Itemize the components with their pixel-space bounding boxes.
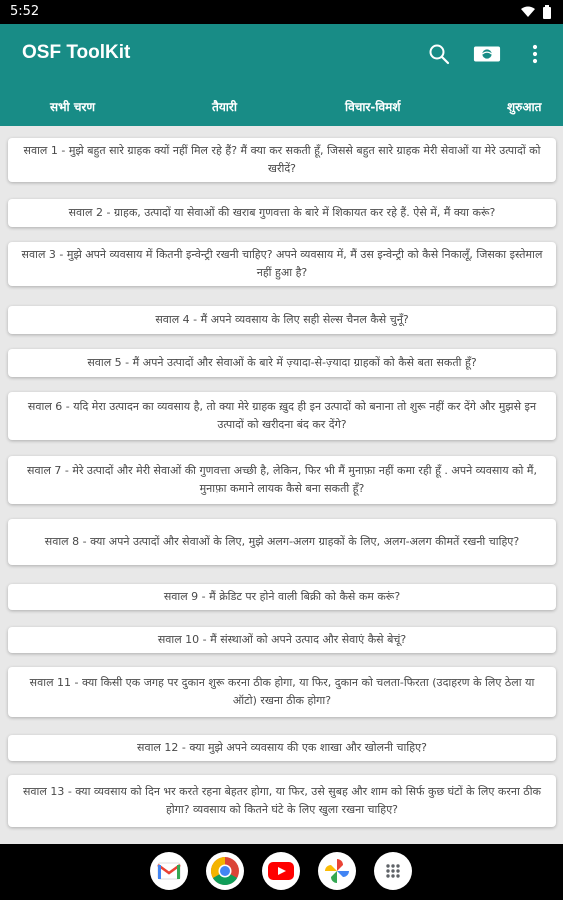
- question-card[interactable]: [8, 349, 556, 377]
- gmail-icon: [157, 862, 181, 880]
- question-card[interactable]: [8, 199, 556, 227]
- search-icon: [428, 43, 450, 65]
- question-card[interactable]: [8, 667, 556, 717]
- question-card[interactable]: [8, 627, 556, 653]
- question-card[interactable]: [8, 775, 556, 827]
- question-text: सवाल 1 - मुझे बहुत सारे ग्राहक क्यों नहीं मिल रहे हैं? मैं क्या कर सकती हूँ, जिससे बहुत सारे ग्राहक मेरी सेवाओं या मेरे उत्पादों को खरीदें?: [23, 144, 541, 175]
- chrome-app[interactable]: [206, 852, 244, 890]
- youtube-icon: [268, 862, 294, 880]
- app-drawer-button[interactable]: [374, 852, 412, 890]
- question-card[interactable]: [8, 456, 556, 504]
- question-text: सवाल 8 - क्या अपने उत्पादों और सेवाओं के लिए, मुझे अलग-अलग ग्राहकों के लिए, अलग-अलग कीमतें रखनी चाहिए?: [44, 535, 520, 548]
- question-card[interactable]: [8, 306, 556, 334]
- question-text: सवाल 9 - मैं क्रेडिट पर होने वाली बिक्री को कैसे कम करूं?: [163, 590, 401, 603]
- question-text: सवाल 12 - क्या मुझे अपने व्यवसाय की एक शाखा और खोलनी चाहिए?: [137, 741, 427, 754]
- tab-all-stages[interactable]: सभी चरण: [50, 100, 96, 114]
- question-text: सवाल 6 - यदि मेरा उत्पादन का व्यवसाय है, तो क्या मेरे ग्राहक ख़ुद ही इन उत्पादों को बनाना तो शुरू नहीं कर देंगे और मुझसे इन उत्पादों को खरीदना बंद कर देंगे?: [27, 400, 537, 431]
- question-card[interactable]: [8, 138, 556, 182]
- question-card[interactable]: [8, 242, 556, 286]
- question-text: सवाल 3 - मुझे अपने व्यवसाय में कितनी इन्वेन्ट्री रखनी चाहिए? अपने व्यवसाय में, मैं उस इन्वेन्ट्री को कैसे निकालूँ, जिसका इस्तेमाल नहीं हुआ है?: [21, 248, 543, 279]
- app-actions: [425, 40, 549, 68]
- navigation-bar: [0, 844, 563, 900]
- wifi-icon: [521, 6, 535, 18]
- translate-icon: [473, 45, 501, 63]
- app-title: OSF ToolKit: [22, 42, 131, 63]
- gmail-app[interactable]: [150, 852, 188, 890]
- photos-app[interactable]: [318, 852, 356, 890]
- search-button[interactable]: [425, 40, 453, 68]
- question-card[interactable]: [8, 392, 556, 440]
- photos-icon: [323, 857, 351, 885]
- app-drawer-icon: [385, 863, 401, 879]
- tab-start[interactable]: शुरुआत: [507, 100, 542, 114]
- question-text: सवाल 2 - ग्राहक, उत्पादों या सेवाओं की खराब गुणवत्ता के बारे में शिकायत कर रहे हैं. ऐसे में, मैं क्या करूं?: [68, 206, 496, 219]
- chrome-icon: [210, 856, 240, 886]
- app-bar: [0, 24, 563, 84]
- translate-button[interactable]: [473, 40, 501, 68]
- question-text: सवाल 5 - मैं अपने उत्पादों और सेवाओं के बारे में ज़्यादा-से-ज़्यादा ग्राहकों को कैसे बता सकती हूँ?: [87, 356, 477, 369]
- question-text: सवाल 11 - क्या किसी एक जगह पर दुकान शुरू करना ठीक होगा, या फिर, दुकान को चलता-फिरता (उदाहरण के लिए ठेला या ऑटो) रखना ठीक होगा?: [29, 676, 535, 707]
- question-text: सवाल 13 - क्या व्यवसाय को दिन भर करते रहना बेहतर होगा, या फिर, उसे सुबह और शाम को सिर्फ कुछ घंटों के लिए करना ठीक होगा? व्यवसाय को कितने घंटे के लिए खुला रखना चाहिए?: [22, 785, 541, 816]
- question-text: सवाल 7 - मेरे उत्पादों और मेरी सेवाओं की गुणवत्ता अच्छी है, लेकिन, फिर भी मैं मुनाफ़ा नहीं कमा रही हूँ . अपने व्यवसाय को मैं, मुनाफ़ा कमाने लायक कैसे बना सकती हूँ?: [27, 464, 537, 495]
- question-text: सवाल 4 - मैं अपने व्यवसाय के लिए सही सेल्स चैनल कैसे चुनूँ?: [155, 313, 409, 326]
- youtube-app[interactable]: [262, 852, 300, 890]
- question-card[interactable]: [8, 519, 556, 565]
- question-text: सवाल 10 - मैं संस्थाओं को अपने उत्पाद और सेवाएं कैसे बेचूं?: [157, 633, 407, 646]
- question-list[interactable]: [0, 126, 563, 844]
- tab-discussion[interactable]: विचार-विमर्श: [345, 100, 401, 114]
- overflow-menu-button[interactable]: [521, 40, 549, 68]
- tab-preparation[interactable]: तैयारी: [212, 100, 237, 114]
- status-bar: [0, 0, 563, 24]
- battery-icon: [543, 5, 551, 19]
- status-time: 5:52: [10, 4, 40, 19]
- question-card[interactable]: [8, 584, 556, 610]
- question-card[interactable]: [8, 735, 556, 761]
- tab-bar: [0, 84, 563, 126]
- status-icons: [521, 5, 551, 19]
- app-dock: [150, 852, 412, 890]
- more-vert-icon: [532, 44, 538, 64]
